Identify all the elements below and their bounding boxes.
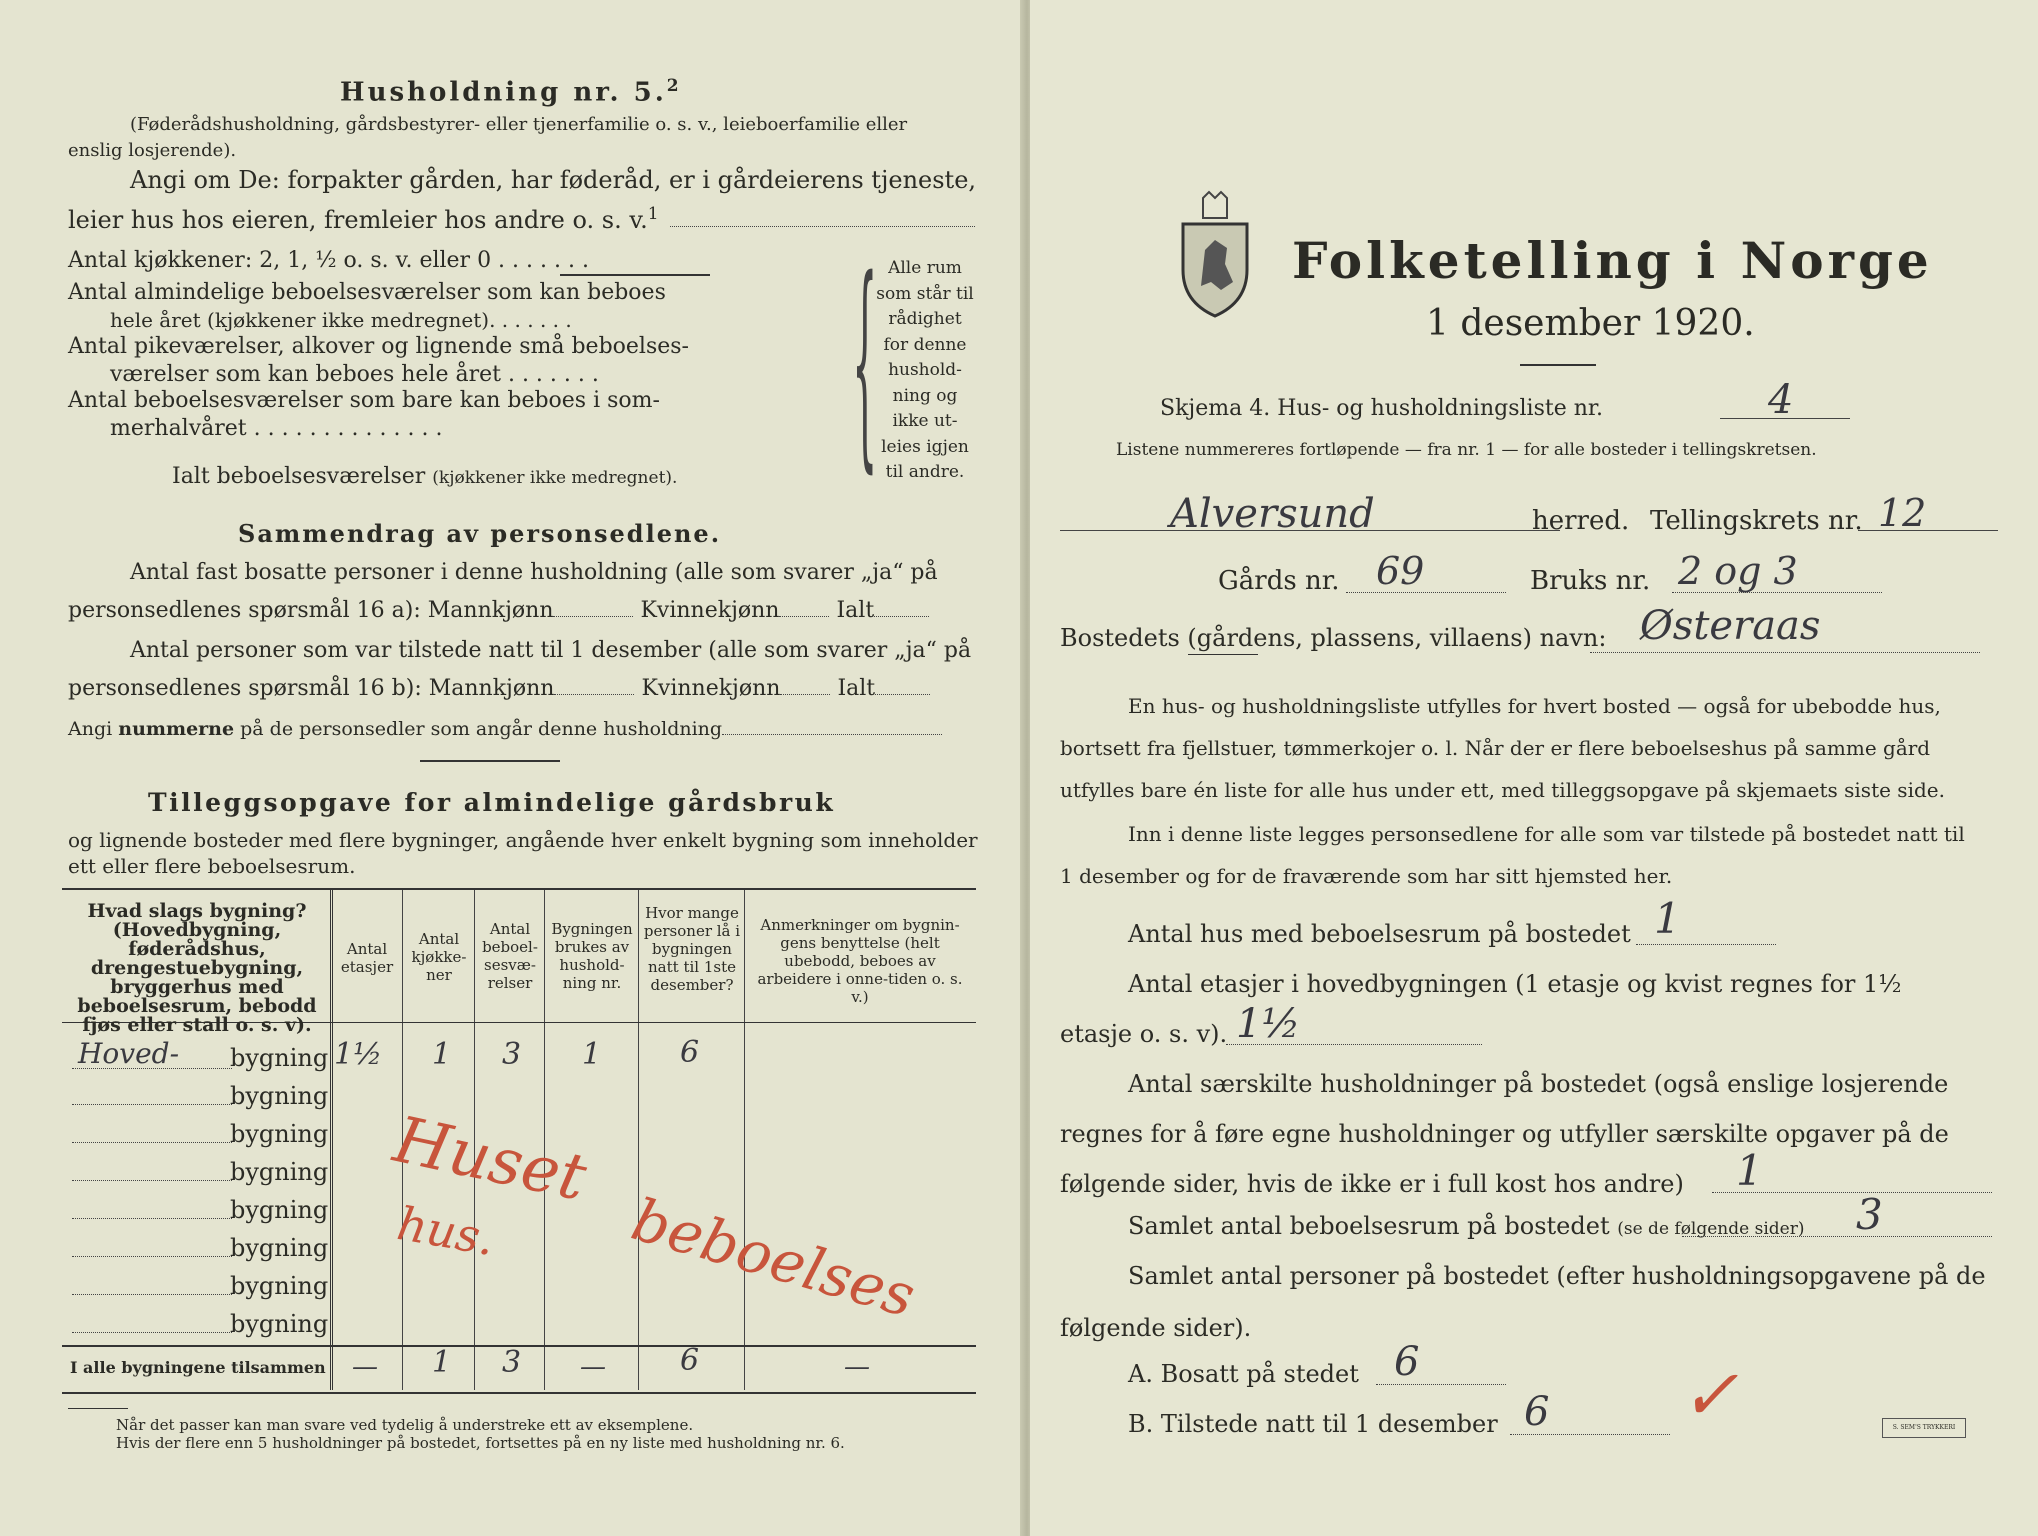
red-note-3: hus. <box>393 1196 499 1267</box>
printer-stamp-text: S. SEM'S TRYKKERI <box>1892 1424 1956 1431</box>
footnote-rule <box>68 1408 128 1409</box>
brace-note-line: leies igjen <box>881 436 969 457</box>
rooms-summer-1: Antal beboelsesværelser som bare kan beboes i som- <box>68 388 660 413</box>
q-etasjer-1: Antal etasjer i hovedbygningen (1 etasje og kvist regnes for 1½ <box>1128 970 1902 998</box>
supplement-title: Tilleggsopgave for almindelige gårdsbruk <box>148 788 836 817</box>
table-header-rooms: Antal beboel-sesvæ-relser <box>482 920 538 992</box>
form-title: Folketelling i Norge <box>1292 231 1933 290</box>
total-rooms: 3 <box>502 1345 522 1380</box>
row-line <box>72 1142 232 1143</box>
summary-b-2-text: personsedlenes spørsmål 16 b): Mannkjønn <box>68 676 555 701</box>
row-suffix: bygning <box>230 1310 329 1338</box>
household-title-sup: 2 <box>666 76 682 96</box>
male-b-line <box>554 694 634 695</box>
gard-value: 69 <box>1376 549 1425 593</box>
row-suffix: bygning <box>230 1044 329 1072</box>
total-floors: — <box>352 1352 378 1382</box>
row-suffix: bygning <box>230 1082 329 1110</box>
q-pers-2: følgende sider). <box>1060 1314 1252 1342</box>
ask-answer-line <box>670 226 975 227</box>
brace-note-line: til andre. <box>885 462 965 482</box>
q-hus-value: 1 <box>1654 894 1681 943</box>
row-1-household: 1 <box>582 1037 602 1072</box>
table-header-type <box>66 902 328 1035</box>
brace-note-line: hushold- <box>888 360 962 380</box>
brace-note-line: ning og <box>892 385 958 406</box>
q-rom-text: Samlet antal beboelsesrum på bostedet <box>1128 1212 1610 1240</box>
summary-b-1: Antal personer som var tilstede natt til 1 desember (alle som svarer „ja“ på <box>130 638 972 663</box>
row-line <box>72 1104 232 1105</box>
supplement-line-2: ett eller flere beboelsesrum. <box>68 854 356 878</box>
gard-line <box>1346 592 1506 593</box>
q-a-value: 6 <box>1394 1339 1420 1385</box>
row-line <box>72 1180 232 1181</box>
table-col-sep <box>330 890 333 1390</box>
para-line-2: bortsett fra fjellstuer, tømmerkojer o. l. Når der er flere beboelseshus på samme gård <box>1060 736 1931 760</box>
ask-line-2-text: leier hus hos eieren, fremleier hos andre o. s. v. <box>68 206 648 234</box>
bosted-value: Østeraas <box>1640 603 1821 649</box>
q-hus: Antal hus med beboelsesrum på bostedet <box>1128 920 1631 948</box>
female-a-line <box>779 616 829 617</box>
summary-a-2 <box>68 600 929 622</box>
total-remarks: — <box>844 1352 870 1382</box>
summary-a-2-text: personsedlenes spørsmål 16 a): Mannkjønn <box>68 598 554 623</box>
bosted-line <box>1590 652 1980 653</box>
q-b: B. Tilstede natt til 1 desember <box>1128 1410 1498 1438</box>
female-b-line <box>780 694 830 695</box>
row-line <box>72 1068 232 1069</box>
para-line-5: 1 desember og for de fraværende som har sitt hjemsted her. <box>1060 864 1673 888</box>
row-line <box>72 1218 232 1219</box>
summary-a-1: Antal fast bosatte personer i denne husholdning (alle som svarer „ja“ på <box>130 560 938 585</box>
supplement-line-1: og lignende bosteder med flere bygninger, angående hver enkelt bygning som inneholder <box>68 828 978 852</box>
numbering-note: Listene nummereres fortløpende — fra nr. 1 — for alle bosteder i tellingskretsen. <box>1116 440 1817 460</box>
row-line <box>72 1294 232 1295</box>
schema-value: 4 <box>1768 377 1794 423</box>
row-line <box>72 1332 232 1333</box>
q-hus-line <box>1636 944 1776 945</box>
building-table <box>62 888 976 1394</box>
footnote-2: Hvis der flere enn 5 husholdninger på bostedet, fortsettes på en ny liste med husholdning nr. 6. <box>116 1434 845 1452</box>
brace-note-line: Alle rum <box>888 258 962 278</box>
bosted-underline <box>1188 654 1258 655</box>
kitchens-underline <box>560 274 710 276</box>
herred-label: herred. <box>1532 506 1630 536</box>
numbers-label <box>68 720 942 739</box>
total-b-line <box>875 694 930 695</box>
printer-stamp <box>1882 1418 1966 1438</box>
male-a-line <box>553 616 633 617</box>
bruk-label: Bruks nr. <box>1530 566 1651 596</box>
row-suffix: bygning <box>230 1120 329 1148</box>
female-a-label: Kvinnekjønn <box>640 598 780 623</box>
q-pers-1: Samlet antal personer på bostedet (efter husholdningsopgavene på de <box>1128 1262 1986 1290</box>
row-1-floors: 1½ <box>334 1037 383 1072</box>
krets-value: 12 <box>1878 491 1927 535</box>
brace-mark: { <box>852 237 878 495</box>
summary-b-2 <box>68 678 930 700</box>
q-rom-line <box>1682 1236 1992 1237</box>
row-suffix: bygning <box>230 1196 329 1224</box>
q-hush-1: Antal særskilte husholdninger på bostedet (også enslige losjerende <box>1128 1070 1949 1098</box>
total-household: — <box>580 1352 606 1382</box>
total-label: I alle bygningene tilsammen <box>70 1358 326 1377</box>
row-suffix: bygning <box>230 1234 329 1262</box>
para-line-3: utfylles bare én liste for alle hus under ett, med tilleggsopgave på skjemaets siste side. <box>1060 778 1945 802</box>
brace-note-line: for denne <box>883 334 967 355</box>
q-etasjer-2: etasje o. s. v). <box>1060 1020 1228 1048</box>
krets-label: Tellingskrets nr. <box>1650 506 1863 536</box>
para-line-4: Inn i denne liste legges personsedlene for alle som var tilstede på bostedet natt til <box>1128 822 1965 846</box>
household-title <box>340 78 682 106</box>
schema-line: Skjema 4. Hus- og husholdningsliste nr. <box>1160 396 1603 421</box>
table-col-sep <box>638 890 639 1390</box>
rooms-kitchens: Antal kjøkkener: 2, 1, ½ o. s. v. eller 0 . . . . . . . <box>68 248 589 273</box>
section-divider <box>420 760 560 762</box>
numbers-label-pre: Angi <box>68 718 113 740</box>
q-b-value: 6 <box>1524 1389 1550 1435</box>
title-divider <box>1520 364 1596 366</box>
right-page <box>1030 0 2038 1536</box>
rooms-ordinary-2: hele året (kjøkkener ikke medregnet). . . . . . . <box>110 308 572 332</box>
rooms-total <box>172 466 677 488</box>
ask-line-2-sup: 1 <box>647 204 659 224</box>
table-header-floors: Antal etasjer <box>340 940 394 976</box>
check-mark-icon: ✓ <box>1680 1354 1739 1436</box>
rooms-total-label: Ialt beboelsesværelser <box>172 464 426 489</box>
intro-line-1: (Føderådshusholdning, gårdsbestyrer- eller tjenerfamilie o. s. v., leieboerfamilie eller <box>130 114 908 135</box>
bruk-value: 2 og 3 <box>1678 549 1798 593</box>
ask-line-1: Angi om De: forpakter gården, har føderåd, er i gårdeierens tjeneste, <box>130 166 977 194</box>
bosted-label: Bostedets (gårdens, plassens, villaens) navn: <box>1060 624 1607 652</box>
total-a-line <box>874 616 929 617</box>
female-b-label: Kvinnekjønn <box>641 676 781 701</box>
summary-title: Sammendrag av personsedlene. <box>238 519 722 548</box>
table-col-sep <box>744 890 745 1390</box>
intro-line-2: enslig losjerende). <box>68 140 237 161</box>
total-a-label: Ialt <box>836 598 875 623</box>
numbers-label-bold: nummerne <box>118 718 235 740</box>
row-line <box>72 1256 232 1257</box>
numbers-line <box>722 734 942 735</box>
table-header-remarks: Anmerkninger om bygnin-gens benyttelse (helt ubebodd, beboes av arbeidere i onne-tiden o. s. v.) <box>757 916 963 1006</box>
ask-line-2 <box>68 206 659 232</box>
brace-note-line: rådighet <box>888 309 962 329</box>
rooms-summer-2: merhalvåret . . . . . . . . . . . . . . <box>110 416 443 441</box>
household-title-text: Husholdning nr. 5. <box>340 77 667 108</box>
q-hush-2: regnes for å føre egne husholdninger og utfyller særskilte opgaver på de <box>1060 1120 1949 1148</box>
coat-of-arms-icon <box>1175 190 1255 320</box>
q-rom-note: (se de følgende sider) <box>1617 1219 1805 1239</box>
total-kitchens: 1 <box>432 1345 452 1380</box>
row-suffix: bygning <box>230 1272 329 1300</box>
numbers-label-post: på de personsedler som angår denne husholdning <box>240 718 723 740</box>
gard-label: Gårds nr. <box>1218 566 1340 596</box>
q-rom <box>1128 1214 1804 1238</box>
para-line-1: En hus- og husholdningsliste utfylles for hvert bosted — også for ubebodde hus, <box>1128 694 1941 718</box>
footnote-1: Når det passer kan man svare ved tydelig å understreke ett av eksemplene. <box>116 1416 694 1434</box>
form-date: 1 desember 1920. <box>1426 303 1755 344</box>
row-1-prefix: Hoved- <box>78 1037 180 1070</box>
table-header-persons: Hvor mange personer lå i bygningen natt til 1ste desember? <box>643 904 741 994</box>
rooms-maid-1: Antal pikeværelser, alkover og lignende små beboelses- <box>68 334 689 359</box>
q-etasjer-value: 1½ <box>1236 1001 1301 1047</box>
row-1-rooms: 3 <box>502 1037 522 1072</box>
q-a: A. Bosatt på stedet <box>1128 1360 1359 1388</box>
q-hush-value: 1 <box>1736 1146 1763 1195</box>
row-1-persons: 6 <box>680 1035 700 1070</box>
row-1-kitchens: 1 <box>432 1037 452 1072</box>
rooms-total-note: (kjøkkener ikke medregnet). <box>432 468 678 488</box>
rooms-ordinary-1: Antal almindelige beboelsesværelser som kan beboes <box>68 280 666 305</box>
total-persons: 6 <box>680 1343 700 1378</box>
herred-value: Alversund <box>1170 491 1375 537</box>
q-hush-3: følgende sider, hvis de ikke er i full kost hos andre) <box>1060 1170 1684 1198</box>
total-b-label: Ialt <box>837 676 876 701</box>
table-header-kitchens: Antal kjøkke-ner <box>411 930 467 984</box>
red-note-1: Huset <box>387 1103 593 1216</box>
q-rom-value: 3 <box>1856 1190 1883 1239</box>
rooms-maid-2: værelser som kan beboes hele året . . . . . . . <box>110 362 599 387</box>
brace-note-line: ikke ut- <box>892 411 958 431</box>
brace-note-line: som står til <box>876 283 974 304</box>
row-suffix: bygning <box>230 1158 329 1186</box>
brace-note <box>870 256 980 486</box>
table-header-type-text: Hvad slags bygning? (Hovedbygning, føderådshus, drengestuebygning, bryggerhus med beboelsesrum, bebodd fjøs eller stall o. s. v). <box>77 900 317 1036</box>
table-header-household: Bygningen brukes av hushold-ning nr. <box>551 920 633 992</box>
red-note-2: beboelses <box>624 1185 923 1331</box>
